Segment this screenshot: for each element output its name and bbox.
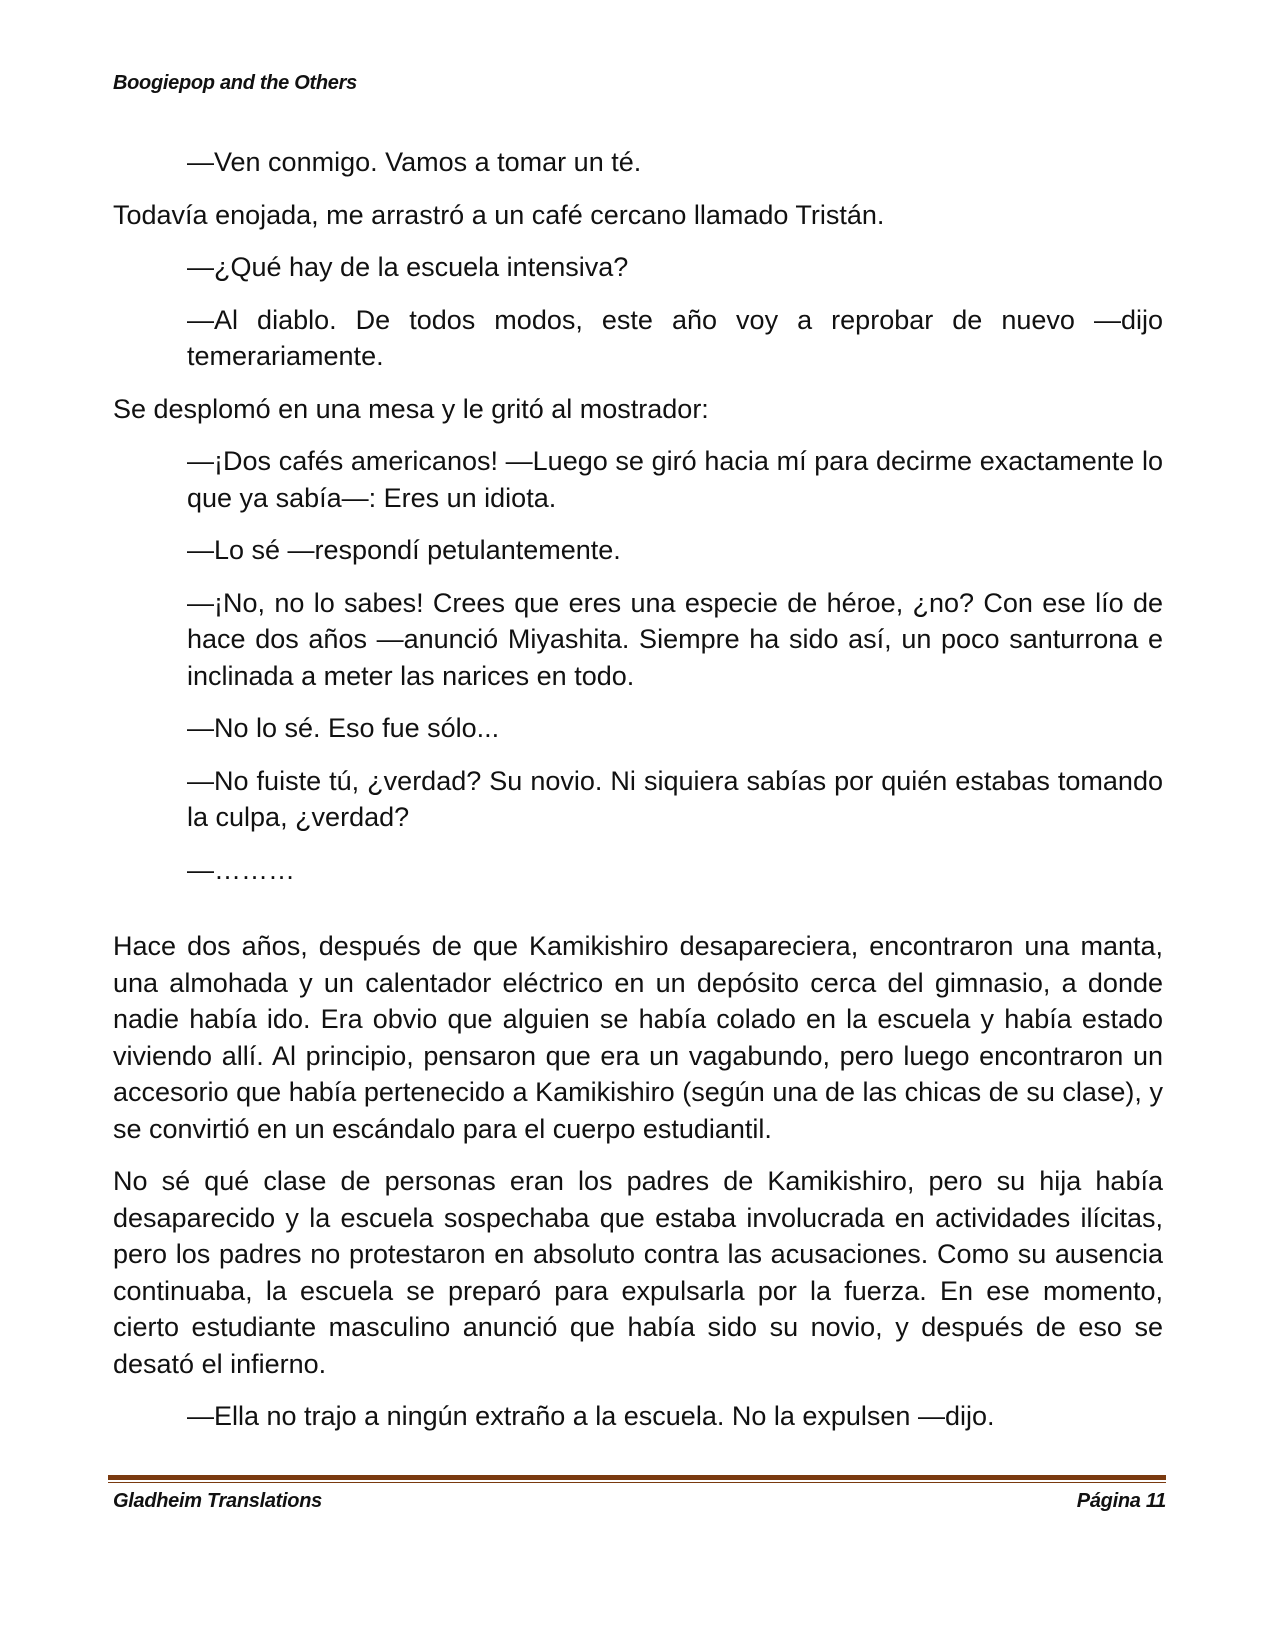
page-body: [113, 144, 1163, 1451]
footer-divider-thin-line: [108, 1482, 1166, 1483]
narrative-paragraph: Hace dos años, después de que Kamikishiro desapareciera, encontraron una manta, una almohada y un calentador eléctrico en un depósito cerca del gimnasio, a donde nadie había ido. Era obvio que alguien se había colado en la escuela y había estado viviendo allí. Al principio, pensaron que era un vagabundo, pero luego encontraron un accesorio que había pertenecido a Kamikishiro (según una de las chicas de su clase), y se convirtió en un escándalo para el cuerpo estudiantil.: [113, 931, 1163, 1144]
narrative-paragraph: Todavía enojada, me arrastró a un café cercano llamado Tristán.: [113, 199, 885, 230]
footer-divider: [108, 1475, 1166, 1483]
dialogue-paragraph: —¿Qué hay de la escuela intensiva?: [187, 252, 629, 282]
dialogue-paragraph: —Ella no trajo a ningún extraño a la escuela. No la expulsen —dijo.: [187, 1401, 995, 1431]
footer-page-number: Página 11: [1076, 1490, 1166, 1512]
dialogue-paragraph: —Ven conmigo. Vamos a tomar un té.: [187, 147, 642, 177]
narrative-paragraph: No sé qué clase de personas eran los padres de Kamikishiro, pero su hija había desaparecido y la escuela sospechaba que estaba involucrada en actividades ilícitas, pero los padres no protestaron en absoluto contra las acusaciones. Como su ausencia continuaba, la escuela se preparó para expulsarla por la fuerza. En ese momento, cierto estudiante masculino anunció que había sido su novio, y después de eso se desató el infierno.: [113, 1166, 1163, 1379]
dialogue-paragraph: —No fuiste tú, ¿verdad? Su novio. Ni siquiera sabías por quién estabas tomando la culpa, ¿verdad?: [187, 765, 1163, 832]
dialogue-paragraph: —¡No, no lo sabes! Crees que eres una especie de héroe, ¿no? Con ese lío de hace dos años —anunció Miyashita. Siempre ha sido así, un poco santurrona e inclinada a meter las narices en todo.: [187, 587, 1163, 691]
footer-divider-thick-line: [108, 1475, 1166, 1480]
page-header-title: Boogiepop and the Others: [113, 72, 357, 94]
dialogue-paragraph: —No lo sé. Eso fue sólo...: [187, 713, 500, 743]
narrative-paragraph: Se desplomó en una mesa y le gritó al mostrador:: [113, 393, 709, 424]
footer-translator-credit: Gladheim Translations: [113, 1490, 322, 1512]
dialogue-paragraph: —Lo sé —respondí petulantemente.: [187, 535, 621, 565]
dialogue-paragraph: —Al diablo. De todos modos, este año voy a reprobar de nuevo —dijo temerariamente.: [187, 304, 1163, 371]
dialogue-paragraph: —………: [187, 854, 295, 885]
dialogue-paragraph: —¡Dos cafés americanos! —Luego se giró hacia mí para decirme exactamente lo que ya sabía—: Eres un idiota.: [187, 446, 1163, 513]
